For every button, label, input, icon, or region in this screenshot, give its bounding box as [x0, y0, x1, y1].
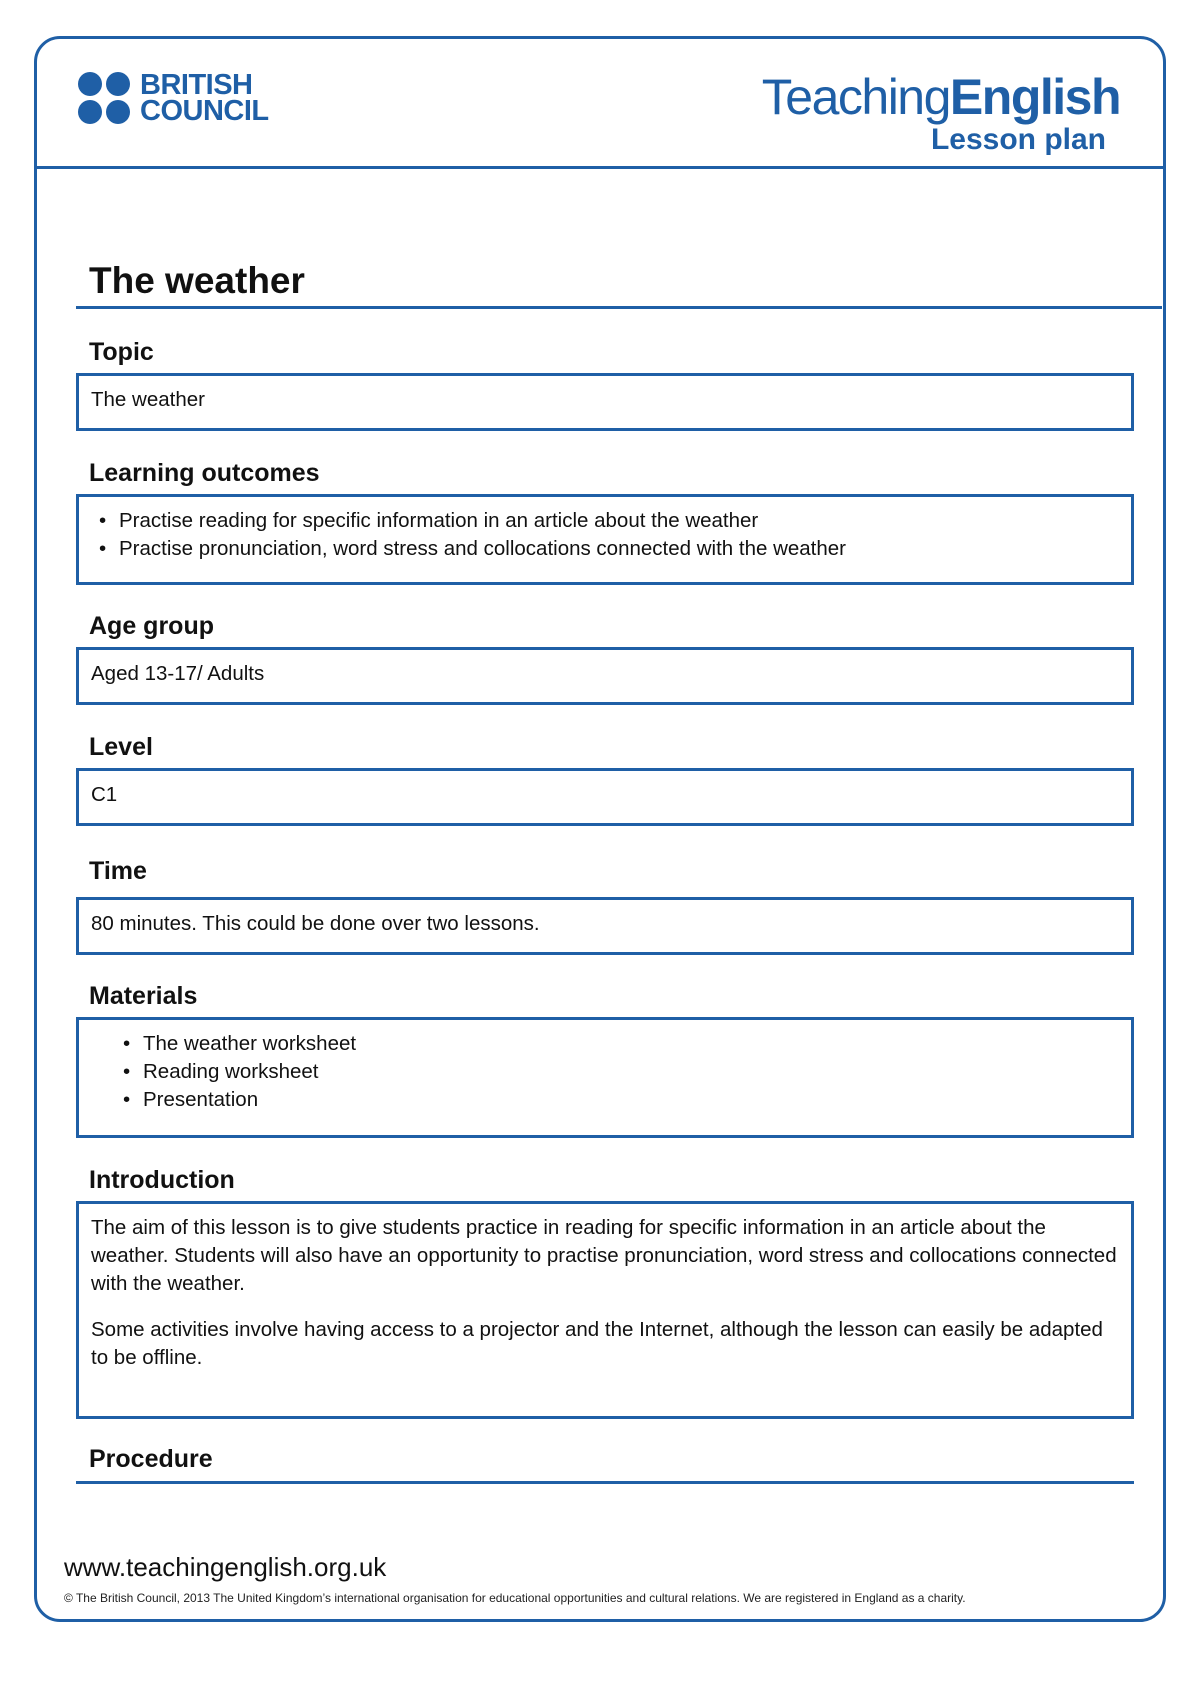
procedure-divider: [76, 1481, 1134, 1484]
introduction-paragraph: Some activities involve having access to a projector and the Internet, although the lesson can easily be adapted to be offline.: [91, 1318, 1103, 1369]
lesson-plan-subtitle: Lesson plan: [930, 123, 1106, 156]
time-label: Time: [89, 857, 147, 885]
learning-outcomes-list: [91, 507, 1119, 563]
page-title: The weather: [89, 260, 305, 301]
list-item: • Practise reading for specific information in an article about the weather: [91, 507, 1119, 535]
introduction-paragraph: The aim of this lesson is to give students practice in reading for specific information in an article about the weather. Students will also have an opportunity to practise pronunciation, word stress and collocations connected with the weather.: [91, 1216, 1117, 1295]
time-value: 80 minutes. This could be done over two lessons.: [91, 912, 540, 935]
header-divider: [34, 166, 1166, 169]
level-label: Level: [89, 733, 153, 761]
teachingenglish-wordmark: TeachingEnglish: [761, 69, 1120, 125]
materials-label: Materials: [89, 982, 198, 1010]
introduction-label: Introduction: [89, 1166, 235, 1194]
british-council-logo: [78, 69, 269, 127]
british-council-dots-icon: [78, 72, 130, 124]
age-group-value: Aged 13-17/ Adults: [91, 662, 265, 685]
materials-box: [76, 1017, 1134, 1138]
materials-list: [91, 1030, 1119, 1114]
learning-outcomes-box: [76, 494, 1134, 585]
footer-url[interactable]: www.teachingenglish.org.uk: [64, 1552, 387, 1582]
teachingenglish-logo: [762, 70, 1120, 156]
topic-label: Topic: [89, 338, 154, 366]
topic-box: [76, 373, 1134, 431]
list-item: • The weather worksheet: [115, 1030, 1119, 1058]
age-group-label: Age group: [89, 612, 214, 640]
title-divider: [76, 306, 1162, 309]
british-council-wordmark: BRITISH COUNCIL: [140, 69, 269, 127]
list-item: • Practise pronunciation, word stress and collocations connected with the weather: [91, 535, 1119, 563]
level-value: C1: [91, 783, 118, 806]
introduction-box: [76, 1201, 1134, 1419]
time-box: [76, 897, 1134, 955]
list-item: • Reading worksheet: [115, 1058, 1119, 1086]
list-item: • Presentation: [115, 1086, 1119, 1114]
level-box: [76, 768, 1134, 826]
procedure-label: Procedure: [89, 1445, 213, 1473]
age-group-box: [76, 647, 1134, 705]
footer-copyright: © The British Council, 2013 The United Kingdom’s international organisation for educational opportunities and cultural relations. We are registered in England as a charity.: [64, 1591, 966, 1605]
learning-outcomes-label: Learning outcomes: [89, 459, 320, 487]
topic-value: The weather: [91, 388, 205, 411]
